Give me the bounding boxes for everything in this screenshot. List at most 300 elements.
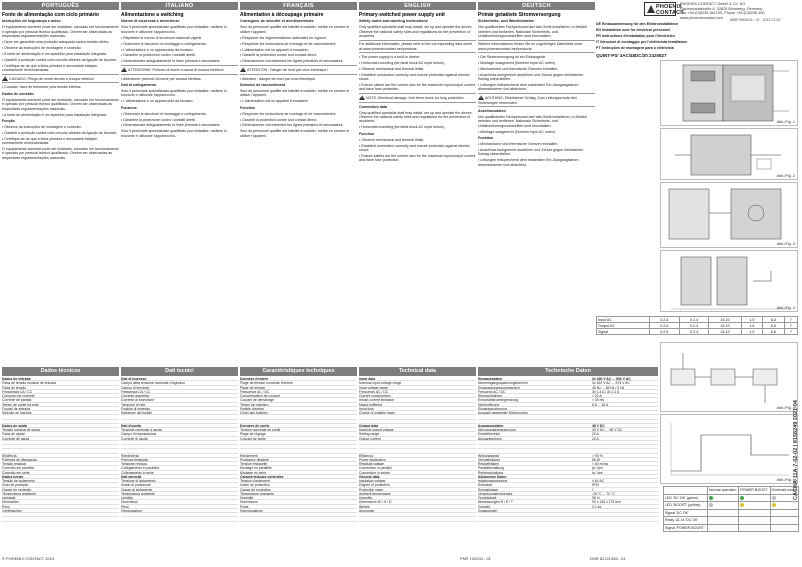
table-row-label: Dados de entrada bbox=[2, 377, 31, 381]
table-row-label: Degree of protection bbox=[359, 483, 390, 488]
paragraph: • L'alimentation est un appareil à encastrer. bbox=[240, 99, 309, 104]
table-row-label: Temps de maintien bbox=[240, 402, 269, 407]
column-title: Alimentation à découpage primaire bbox=[240, 12, 324, 18]
table-row-label: Approvals bbox=[359, 508, 375, 513]
warning-box: !CUIDADO: Perigo de morte devido a choque elétrico! bbox=[2, 74, 119, 83]
figure-3 bbox=[660, 182, 798, 248]
column-subtitle: Consignes de sécurité et avertissements bbox=[240, 19, 314, 23]
table-row-label: Fusible d'entrée bbox=[240, 406, 265, 411]
paragraph: • Anschluss fachgerecht ausführen und Schutz gegen elektrischen Schlag sicherstellen. bbox=[478, 147, 584, 157]
table-row-label: Corrente di inserzione bbox=[121, 398, 155, 403]
table-row-label: Dimensions bbox=[240, 500, 258, 505]
info-box: For additional information, please refer to the corresponding data sheet at www.phoenixcontact.net/products. bbox=[359, 40, 476, 53]
signal-table bbox=[663, 486, 799, 532]
table-header: Dati tecnici bbox=[121, 367, 238, 376]
table-row-label: Ausgangsstrom bbox=[478, 436, 502, 441]
table-row-label: Collegamento in serie bbox=[121, 470, 154, 475]
table-row-label: Eingangssicherung bbox=[478, 406, 507, 411]
paragraph: • Horizontal mounting (terminal block AC input below). bbox=[359, 125, 445, 130]
tech-data-it bbox=[121, 367, 238, 522]
warning-icon bbox=[240, 67, 246, 72]
paragraph: • Ensure cables are the correct size for the maximum input/output current and have fuse protection. bbox=[359, 153, 476, 163]
figure-5 bbox=[660, 342, 798, 412]
table-row-label: Ambient temperature bbox=[359, 491, 391, 496]
address-line: Flachsmarktstraße 8, 32825 Blomberg, Germany bbox=[680, 6, 763, 11]
table-row-value: 48 V DC bbox=[592, 423, 605, 428]
paragraph: • Garantir la protection contre tout contact direct. bbox=[240, 53, 318, 58]
table-row-label: Potência de dissipação bbox=[2, 457, 37, 462]
figure-label: Abb./Fig. 1 bbox=[776, 120, 795, 124]
table-row-label: Eingangsdaten bbox=[478, 377, 503, 381]
paragraph: • Leitungen entsprechend dem maximalen Ein-/Ausgangsstrom dimensionieren und absichern. bbox=[478, 158, 579, 167]
table-row-label: Montage en série bbox=[240, 470, 267, 475]
paragraph: • Deve ser garantida uma proteção adequada contra contato direto. bbox=[2, 40, 110, 45]
paragraph: Solo il personale specializzato qualificato può installare, mettere in funzione e utilizzare l'apparecchio. bbox=[121, 129, 227, 138]
table-row-label: Courant de démarrage bbox=[240, 398, 275, 403]
table-row-label: Peso bbox=[2, 504, 10, 509]
table-row-label: Protection class bbox=[359, 487, 383, 492]
table-row-label: Input voltage range bbox=[359, 385, 389, 390]
paragraph: O equipamento somente pode ser instalado, colocado em funcionamento e operado por pessoal técnico qualificado. Devem ser observadas as respectivas regulamentações nacionais. bbox=[2, 97, 119, 111]
table-row-label: Einstellbereich bbox=[478, 432, 501, 437]
table-row-label: Tempo de ponte na rede bbox=[2, 402, 39, 407]
tech-data-pt bbox=[2, 367, 119, 522]
table-row-label: Eficiência bbox=[2, 453, 17, 458]
table-row-label: Campo della tensione nominale d'ingresso bbox=[121, 381, 185, 386]
table-row-label: Corrente assorbita bbox=[121, 394, 149, 398]
column-title: Primary-switched power supply unit bbox=[359, 12, 445, 18]
table-row-label: Schutzklasse bbox=[478, 487, 498, 492]
lang-header-de: DEUTSCH bbox=[478, 2, 595, 10]
table-row-value: ja / yes bbox=[592, 466, 603, 471]
table-row-label: Fusível de entrada bbox=[2, 406, 31, 411]
paragraph: • Die Stromversorgung ist ein Einbaugerät. bbox=[478, 54, 546, 59]
paragraph: Solo il personale specializzato qualificato può installare, mettere in funzione e utilizzare l'apparecchio. bbox=[121, 88, 227, 98]
table-row-label: Tension nominale de sortie bbox=[240, 428, 281, 432]
warning-box: !ATTENZIONE: Pericolo di morte a causa di scossa elettrica! bbox=[121, 65, 238, 74]
table-row-label: Frequenza CA / CC bbox=[121, 389, 151, 394]
paragraph: Seul du personnel qualifié est habilité à installer, mettre en service et utiliser l'appareil. bbox=[240, 88, 350, 98]
table-row-label: Nominal input voltage range bbox=[359, 381, 402, 386]
table-row: Signal 'DC OK' bbox=[664, 509, 799, 517]
paragraph: Only qualified specialist staff may install, set up and operate the device. Observe the national safety rules and regulations for the prevention of accidents. bbox=[359, 110, 473, 124]
section-heading: Anschlussdaten bbox=[478, 109, 506, 114]
figure-label: Abb./Fig. 6 bbox=[776, 478, 795, 482]
table-row-label: Nominal output voltage bbox=[359, 428, 394, 432]
paragraph: O equipamento somente pode ser instalado, colocado em funcionamento e operado por pessoal técnico qualificado. Devem ser observadas as respectivas regulamentações nacionais. bbox=[2, 25, 119, 39]
table-row-label: Zulassungen bbox=[478, 508, 498, 513]
table-row-label: Frequency AC / DC bbox=[359, 389, 389, 394]
paragraph: Nur qualifiziertes Fachpersonal darf das Gerät installieren, in Betrieb nehmen und bedienen. Nationale Sicherheits- und Unfallverhütungsvorschriften sind einzuhalten. bbox=[478, 115, 587, 128]
table-row-label: Selezione dei fusibili bbox=[121, 411, 152, 415]
table-row-label: Dados de saída bbox=[2, 423, 27, 428]
figure-label: Abb./Fig. 2 bbox=[776, 174, 795, 178]
led-off-icon bbox=[709, 503, 713, 507]
table-row-label: Choice of suitable fuses bbox=[359, 411, 395, 415]
table-row-label: Parallelschaltung bbox=[478, 466, 504, 471]
table-row-label: Plage de réglage bbox=[240, 432, 266, 437]
paragraph: • Dimensionare adeguatamente le linee primaria e secondaria. bbox=[121, 123, 221, 128]
column-subtitle: Sicherheits- und Warnhinweise bbox=[478, 19, 535, 23]
table-row: Signal 'POWER BOOST' bbox=[664, 524, 799, 532]
table-row-label: Allgemeine Daten bbox=[478, 474, 507, 479]
table-row-label: Tensão de isolamento bbox=[2, 479, 35, 483]
table-row-label: Input fuse bbox=[359, 406, 374, 411]
paragraph: • L'alimentatore è un apparecchio da incasso. bbox=[121, 47, 194, 52]
paragraph: • Respecter les instructions de montage et de raccordement. bbox=[240, 41, 337, 46]
table-row bbox=[121, 517, 238, 521]
paragraph: • Garantire la protezione contro i contatti diretti. bbox=[121, 117, 196, 122]
section-heading: Fonction bbox=[240, 105, 256, 110]
table-row-label: Omologazioni bbox=[121, 508, 142, 513]
table-row-label: Fusibile di ingresso bbox=[121, 406, 151, 411]
table-row-label: Verlustleistung bbox=[478, 457, 501, 462]
table-row-label: Rendement bbox=[240, 453, 258, 458]
table-row-label: Tensione di isolamento bbox=[121, 479, 156, 483]
table-row-label: Abmessungen B / H / T bbox=[478, 500, 513, 505]
footer-copyright: © PHOENIX CONTACT 2013 bbox=[2, 556, 55, 561]
table-row: Signal 0.2-6 0.2-4 24-10 1.5 6-8 7 bbox=[597, 329, 798, 335]
table-row-label: Campo di tensione bbox=[121, 385, 150, 390]
paragraph: • L'alimentatore è un apparecchio da incasso. bbox=[121, 99, 194, 104]
table-row-value: 20 A bbox=[592, 432, 599, 437]
table-row-label: Tension d'isolement bbox=[240, 479, 270, 483]
table-row: Normal operation POWER BOOST Overload mode bbox=[664, 487, 799, 495]
table-row-value: < 50 mVss bbox=[592, 462, 609, 466]
paragraph: • Establish connection correctly and ensure protection against electric shock. bbox=[359, 143, 470, 152]
table-row-label: Connection in parallel bbox=[359, 466, 392, 471]
address-line: PHOENIX CONTACT GmbH & Co. KG bbox=[680, 2, 746, 6]
figure-label: Abb./Fig. 5 bbox=[776, 406, 795, 410]
table-row-label: Courant de sortie bbox=[240, 436, 267, 441]
table-row-label: Campo di impostazione bbox=[121, 432, 157, 437]
figure-4 bbox=[660, 250, 798, 312]
table-row-label: Puissance dissipée bbox=[240, 457, 270, 462]
table-row-label: Tension résiduelle bbox=[240, 462, 268, 466]
table-row-value: 3x 400 V AC ... 500 V AC bbox=[592, 377, 631, 381]
table-row-label: Poids bbox=[240, 504, 249, 509]
column-title: Fonte de alimentação com ciclo primário bbox=[2, 12, 99, 18]
address-line: Fax +49-(0)5235-341200, Phone +49-(0)5235-300 bbox=[680, 11, 765, 16]
paragraph: • Respecter les instructions de montage et de raccordement. bbox=[240, 111, 337, 116]
paragraph: O equipamento somente pode ser instalado, colocado em funcionamento e operado por pessoal técnico qualificado. Devem ser observadas as respectivas regulamentações nacionais. bbox=[2, 146, 119, 160]
table-row-value: 30 V DC ... 56 V DC bbox=[592, 428, 623, 432]
table-row-label: Humidity bbox=[359, 496, 373, 500]
section-heading: Dati di collegamento bbox=[121, 83, 157, 88]
lang-line: EN Installation note for electrical personnel bbox=[596, 27, 671, 32]
paragraph: • Dimensionner correctement les lignes primaires et secondaires. bbox=[240, 59, 344, 64]
table-row-label: Rendimento bbox=[121, 453, 140, 458]
figure-1 bbox=[660, 60, 798, 126]
table-row-label: Output data bbox=[359, 423, 379, 428]
paragraph: • Garantir la protection contre tout contact direct. bbox=[240, 117, 318, 122]
table-header: Caractéristiques techniques bbox=[240, 367, 357, 376]
table-row-label: Grau de proteção bbox=[2, 483, 29, 488]
table-row-label: Données de sortie bbox=[240, 423, 270, 428]
logo-line-1: PHOENIX bbox=[656, 4, 683, 10]
table-row-label: Dati di ingresso bbox=[121, 377, 147, 381]
table-row-label: Input data bbox=[359, 377, 376, 381]
paragraph: • Osservare le istruzioni di montaggio e collegamento. bbox=[121, 41, 207, 46]
table-row-label: Schutzart bbox=[478, 483, 493, 488]
table-row-label: Choix des fusibles bbox=[240, 411, 268, 415]
table-row-label: Classe de proteção bbox=[2, 487, 32, 492]
table-row-label: Current consumption bbox=[359, 394, 391, 398]
led-yellow-icon bbox=[772, 503, 776, 507]
table-row-value: 3x 1.4 A / 3x 1.1 A bbox=[592, 389, 620, 394]
lang-line: FR Instructions d'installation pour l'électricien bbox=[596, 33, 675, 38]
table-row-label: Consommation de courant bbox=[240, 394, 280, 398]
paragraph: • Cuidado: risco de ferimento pela tensão elétrica. bbox=[2, 85, 82, 90]
table-row-label: Stromaufnahme bbox=[478, 394, 503, 398]
table-row-label: Tensão residual bbox=[2, 462, 26, 466]
table-row-label: Potenza dissipata bbox=[121, 457, 148, 462]
table-row-label: Dati generali bbox=[121, 474, 142, 479]
table-row: Input AC 0.2-6 0.2-4 24-10 1.5 6-8 7 bbox=[597, 317, 798, 323]
table-row-value: 66 W bbox=[592, 457, 600, 462]
column-title: Alimentazione a switching bbox=[121, 12, 184, 18]
table-row-label: General data bbox=[359, 474, 380, 479]
warning-icon bbox=[478, 95, 484, 100]
table-cell: Signal bbox=[597, 329, 650, 335]
column-en bbox=[359, 12, 476, 362]
warning-box: !ACHTUNG: Elektrischer Schlag. Zum Leitungsschutz drei Sicherungen verwenden. bbox=[478, 93, 595, 107]
column-subtitle: Norme di sicurezza e avvertenze bbox=[121, 19, 180, 23]
table-row-value: > 20 ms bbox=[592, 398, 605, 403]
table-row-value: 90 x 130 x 179 mm bbox=[592, 500, 621, 505]
footer-dnr: DNR 82121328 - 01 bbox=[590, 556, 626, 561]
table-row-label: Tensione nominale d'uscita bbox=[121, 428, 162, 432]
paragraph: • Establish connection correctly and ensure protection against electric shock. bbox=[359, 72, 470, 82]
section-heading: Connection data bbox=[359, 104, 388, 109]
paragraph: • Attention : danger de mort par choc électrique. bbox=[240, 76, 316, 81]
paragraph: Seul du personnel qualifié est habilité à installer, mettre en service et utiliser l'appareil. bbox=[240, 25, 350, 34]
paragraph: • Observe as instruções de montagem e conexão. bbox=[2, 46, 82, 51]
table-row: LED 'DC OK' (green) bbox=[664, 494, 799, 502]
lang-header-fr: FRANÇAIS bbox=[240, 2, 357, 10]
table-cell: Output DC bbox=[597, 323, 650, 329]
footer-pnr: PNR 104203 - 01 bbox=[460, 556, 491, 561]
section-heading: Dados de conexão bbox=[2, 91, 34, 96]
table-row-label: Temperatura ambiente bbox=[121, 491, 155, 496]
paragraph: • Anschluss fachgerecht ausführen und Schutz gegen elektrischen Schlag sicherstellen. bbox=[478, 72, 584, 82]
paragraph: • Garantir a proteção contra curto-circuito através da ligação de fusíveis. bbox=[2, 130, 118, 135]
table-row-label: Grado di protezione bbox=[121, 483, 151, 488]
table-row-label: Tensione residua bbox=[121, 462, 147, 466]
table-row-label: Homologations bbox=[240, 508, 263, 513]
table-row-value: 3x 320 V AC ... 575 V AC bbox=[592, 381, 630, 386]
paragraph: • Osservare le istruzioni di montaggio e collegamento. bbox=[121, 111, 207, 116]
table-row bbox=[240, 517, 357, 521]
table-cell: Input AC bbox=[597, 317, 650, 323]
column-de bbox=[478, 12, 595, 362]
paragraph: • Dimensionare adeguatamente le linee primaria e secondaria. bbox=[121, 59, 221, 64]
logo-triangle-icon bbox=[647, 5, 655, 13]
paragraph: Nur qualifiziertes Fachpersonal darf das Gerät installieren, in Betrieb nehmen und bedienen. Nationale Sicherheits- und Unfallverhütungsvorschriften sind einzuhalten. bbox=[478, 25, 587, 39]
table-row-label: Setting range bbox=[359, 432, 380, 437]
table-row-label: Tampone di rete bbox=[121, 402, 146, 407]
install-languages bbox=[596, 22, 706, 52]
paragraph: • Dimensionner correctement les lignes primaires et secondaires. bbox=[240, 123, 344, 128]
paragraph: • Certifique-se de que a linha primária e secundária estejam corretamente dimensionadas. bbox=[2, 136, 98, 146]
table-row-label: Nennausgangsspannung bbox=[478, 428, 516, 432]
led-green-icon bbox=[740, 496, 744, 500]
table-header: Technical data bbox=[359, 367, 476, 376]
lang-line: DE Einbauanweisung für den Elektroinstallateur bbox=[596, 22, 679, 26]
paragraph: Only qualified specialist staff may install, set up and operate the device. Observe the national safety rules and regulations for the prevention of accidents. bbox=[359, 25, 473, 39]
lang-header-it: ITALIANO bbox=[121, 2, 238, 10]
conductor-table bbox=[596, 316, 798, 335]
paragraph: • Montage waagerecht (Klemme Input AC unten). bbox=[478, 60, 557, 65]
table-row-label: Dimensioni bbox=[121, 500, 138, 505]
table-row-label: Fréquence AC / DC bbox=[240, 389, 270, 394]
table-row-label: Température ambiante bbox=[240, 491, 274, 496]
table-row-label: Collegamento in parallelo bbox=[121, 466, 160, 471]
side-code: CACHA-11A-7-02-02 | 8158249 2021-04 bbox=[793, 400, 799, 500]
table-row-value: ja / yes bbox=[592, 470, 603, 475]
table-row-label: Plage de tension nominale d'entrée bbox=[240, 381, 294, 386]
paragraph: • Ensure cables are the correct size for the maximum input/output current and have fuse protection. bbox=[359, 82, 476, 92]
column-pt bbox=[2, 12, 119, 362]
paragraph: • A fonte de alimentação é um aparelho para instalação integrada. bbox=[2, 112, 107, 117]
warning-box: !ATTENTION : Danger de mort par choc électrique ! bbox=[240, 65, 357, 74]
paragraph: • Garantire la protezione contro i contatti diretti. bbox=[121, 53, 196, 58]
table-row-value: 45 Hz ... 65 Hz / 0 Hz bbox=[592, 385, 625, 390]
lang-header-pt: PORTUGUÊS bbox=[2, 2, 119, 10]
table-row-label: Indice de protection bbox=[240, 483, 270, 488]
table-row-label: Corrente di uscita bbox=[121, 436, 148, 441]
table-row-label: Weight bbox=[359, 504, 370, 509]
table-row-label: Frequenz AC / DC bbox=[478, 389, 506, 394]
table-row-label: Inrush current limitation bbox=[359, 398, 395, 403]
figure-6 bbox=[660, 414, 798, 484]
paragraph: • Attenzione: pericolo di morte per scossa elettrica. bbox=[121, 76, 202, 81]
table-row-label: Isolationsspannung bbox=[478, 479, 508, 483]
tech-data-de bbox=[478, 367, 658, 522]
section-heading: Function bbox=[359, 131, 375, 136]
paragraph: • Horizontal mounting (terminal block AC input below). bbox=[359, 60, 445, 65]
table-row-label: Wirkungsgrad bbox=[478, 453, 499, 458]
paragraph: • L'alimentation est un appareil à encastrer. bbox=[240, 47, 309, 52]
table-row-value: 20 A bbox=[592, 436, 599, 441]
company-url[interactable]: www.phoenixcontact.com bbox=[680, 15, 723, 20]
table-row-label: Faixa de ajuste bbox=[2, 432, 25, 437]
table-row-label: Certificações bbox=[2, 508, 22, 513]
table-row-label: Faixa de tensão nominal de entrada bbox=[2, 381, 57, 386]
table-row-label: Peso bbox=[121, 504, 129, 509]
warning-box: !NOTE: Electrical damage. Use three fuses for long protection. bbox=[359, 93, 476, 102]
doc-reference: MNR 9063104 - 01 2012-07-02 bbox=[730, 18, 781, 22]
section-heading: Funzione bbox=[121, 105, 137, 110]
table-row-label: Seleção de fusíveis bbox=[2, 411, 32, 415]
table-row-label: Einschaltstrombegrenzung bbox=[478, 398, 519, 403]
table-row-value: < 20 A bbox=[592, 394, 602, 398]
lang-line: PT Instruções de montagem para o eletricista bbox=[596, 45, 674, 50]
led-green-icon bbox=[709, 496, 713, 500]
table-row-value: 4 kV AC bbox=[592, 479, 605, 483]
table-row-label: Conexão em paralelo bbox=[2, 466, 35, 471]
phoenix-contact-logo bbox=[644, 2, 684, 16]
table-row-label: Corrente de saída bbox=[2, 436, 30, 441]
table-row: Output DC 0.2-6 0.2-4 24-10 1.5 6-8 7 bbox=[597, 323, 798, 329]
table-row-label: Dados gerais bbox=[2, 474, 24, 479]
table-row-value: -25 °C ... 70 °C bbox=[592, 491, 615, 496]
table-row-label: Conexão em série bbox=[2, 470, 30, 475]
paragraph: • Rispettare le norme di sicurezza nazionali vigenti. bbox=[121, 35, 203, 40]
led-off-icon bbox=[772, 496, 776, 500]
table-row-label: Auswahl geeigneter Sicherungen bbox=[478, 411, 528, 415]
table-row-label: Output current bbox=[359, 436, 381, 441]
table-row-label: Consumo de corrente bbox=[2, 394, 35, 398]
table-row-label: Dimensões bbox=[2, 500, 19, 505]
paragraph: Solo il personale specializzato qualificato può installare, mettere in funzione e utilizzare l'apparecchio. bbox=[121, 25, 227, 34]
table-row-value: 95 % bbox=[592, 496, 600, 500]
table-row-label: Mains buffering bbox=[359, 402, 383, 407]
column-fr bbox=[240, 12, 357, 362]
paragraph: • Mechanische und thermische Grenzen einhalten. bbox=[478, 142, 559, 147]
paragraph: • Observe mechanical and thermal limits. bbox=[359, 66, 425, 71]
table-row-label: Temperatura ambiente bbox=[2, 491, 36, 496]
figure-2 bbox=[660, 128, 798, 180]
table-row-label: Umgebungstemperatur bbox=[478, 491, 513, 496]
logo-line-2: CONTACT bbox=[656, 10, 684, 16]
table-row-label: Nenneingangsspannungsbereich bbox=[478, 381, 528, 386]
table-row-label: Restwelligkeit bbox=[478, 462, 499, 466]
paragraph: • Montage waagerecht (Klemme Input AC unten). bbox=[478, 129, 557, 134]
paragraph: • Observe as instruções de montagem e conexão. bbox=[2, 124, 82, 129]
paragraph: • Certifique-se de que a linha primária e secundária estejam corretamente dimensionadas. bbox=[2, 63, 98, 73]
section-heading: Funktion bbox=[478, 136, 494, 141]
table-row-label: Caractéristiques générales bbox=[240, 474, 284, 479]
figure-label: Abb./Fig. 4 bbox=[776, 306, 795, 310]
table-row: Relay 13-14 'DC OK' bbox=[664, 517, 799, 525]
table-row bbox=[359, 517, 476, 521]
paragraph: • Leitungen entsprechend dem maximalen Ein-/Ausgangsstrom dimensionieren und absichern. bbox=[478, 82, 579, 92]
lang-line: IT Istruzioni di montaggio per l'elettricista installatore bbox=[596, 39, 688, 44]
column-subtitle: Instruções de segurança e aviso bbox=[2, 19, 61, 23]
table-row-label: Faixa de tensão bbox=[2, 385, 27, 390]
section-heading: Données de raccordement bbox=[240, 83, 286, 88]
table-row: LED 'BOOST' (yellow) bbox=[664, 502, 799, 510]
table-row-label: Tensão nominal de saída bbox=[2, 428, 40, 432]
tech-data-en bbox=[359, 367, 476, 522]
paragraph: • Mechanische und thermische Grenzen einhalten. bbox=[478, 66, 559, 71]
warning-icon bbox=[121, 67, 127, 72]
paragraph: • The power supply is a built-in device. bbox=[359, 54, 421, 59]
table-row-value: 2.1 kg bbox=[592, 504, 602, 509]
table-row-value: I bbox=[592, 487, 593, 492]
table-row-label: Classe de protection bbox=[240, 487, 271, 492]
table-row-label: Connection in series bbox=[359, 470, 390, 475]
table-row-value: 6 A ... 16 A bbox=[592, 402, 609, 407]
table-row-label: Dimensions W / H / D bbox=[359, 500, 392, 505]
paragraph: • Observe mechanical and thermal limits. bbox=[359, 137, 425, 142]
table-row-label: Umidità bbox=[121, 496, 133, 500]
table-header: Dados técnicos bbox=[2, 367, 119, 376]
table-row bbox=[2, 517, 119, 521]
warning-icon bbox=[359, 95, 365, 100]
table-row-label: Reihenschaltung bbox=[478, 470, 504, 475]
table-row-label: Dati d'uscita bbox=[121, 423, 142, 428]
table-header: Technische Daten bbox=[478, 367, 658, 376]
table-row-label: Power dissipation bbox=[359, 457, 386, 462]
table-row-label: Feuchtigkeit bbox=[478, 496, 497, 500]
table-row-label: Residual voltage bbox=[359, 462, 385, 466]
table-row-value: IP20 bbox=[592, 483, 599, 488]
warning-icon bbox=[2, 76, 8, 81]
table-row-label: Umidade bbox=[2, 496, 16, 500]
column-title: Primär getaktete Stromversorgung bbox=[478, 12, 561, 18]
